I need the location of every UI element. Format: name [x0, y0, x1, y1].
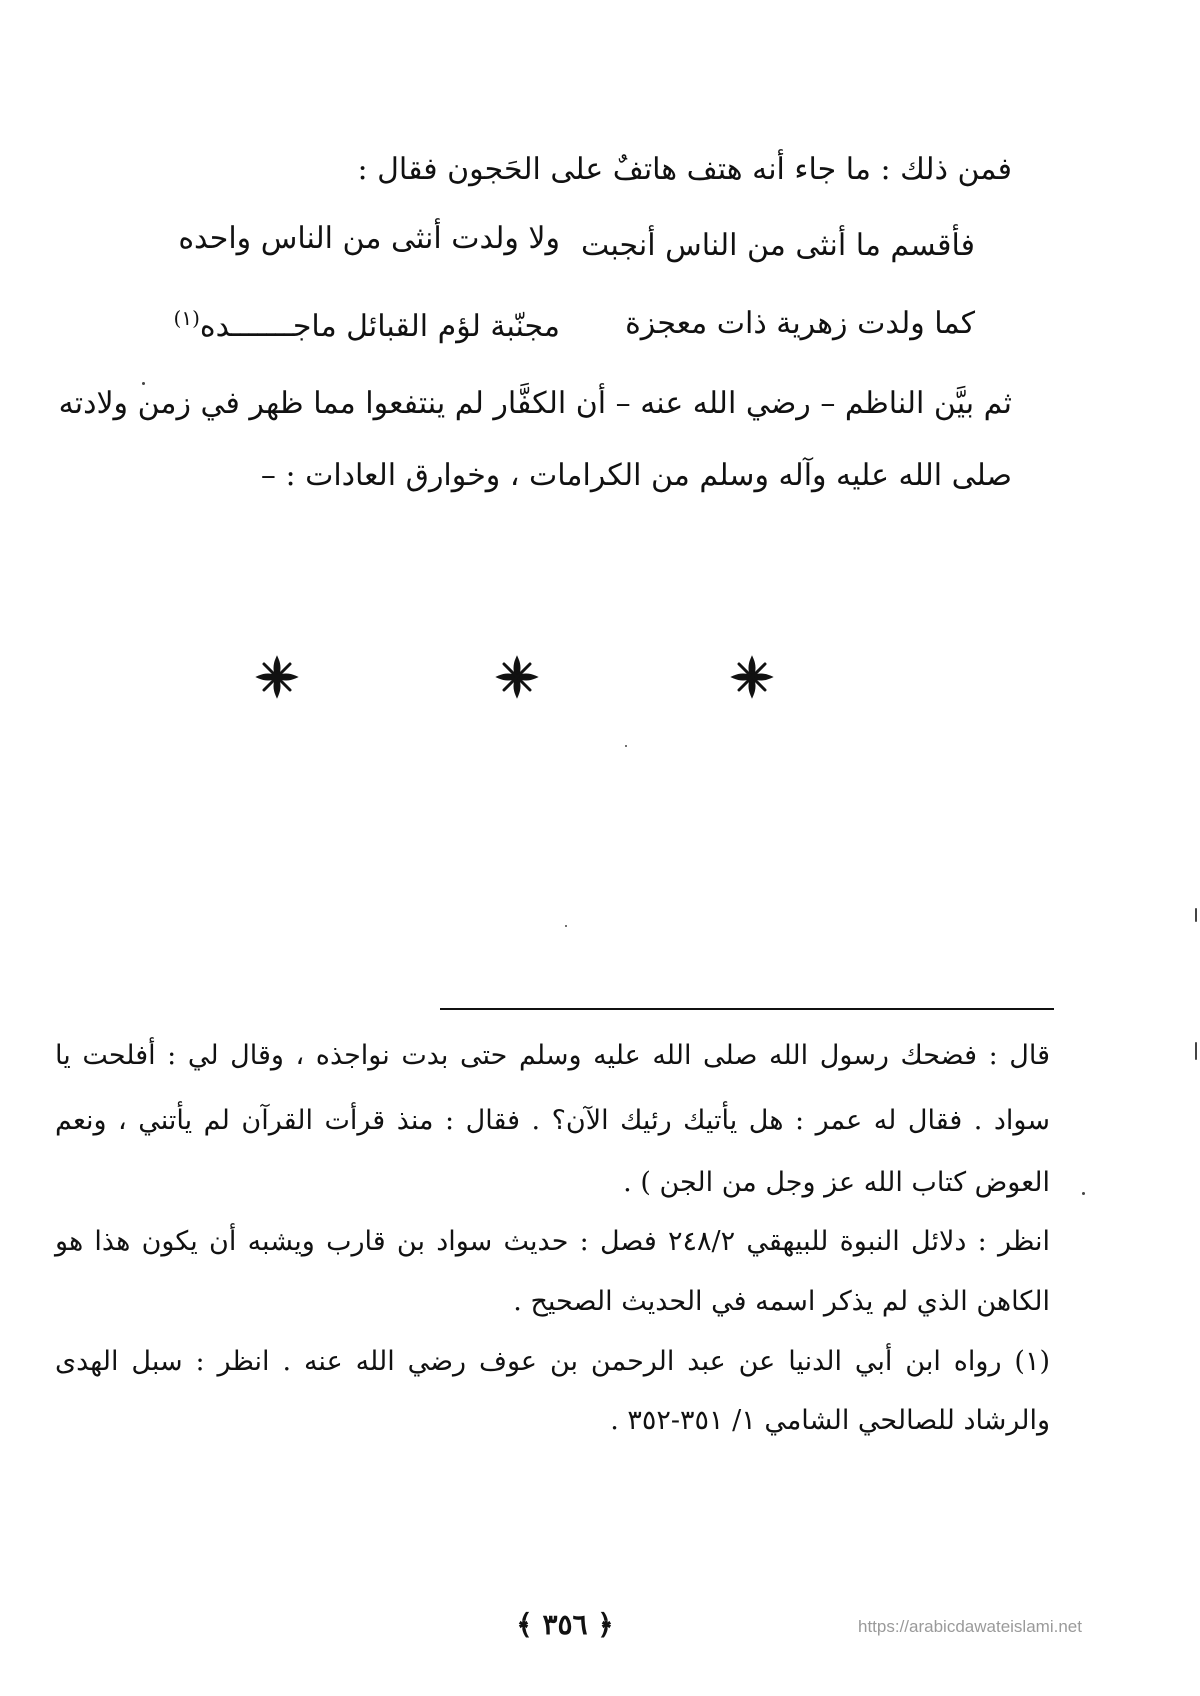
verse-1-first-half: فأقسم ما أنثى من الناس أنجبت	[581, 228, 975, 263]
page-number: ﴿ ٣٥٦ ﴾	[516, 1608, 614, 1641]
verse-2-first-half: كما ولدت زهرية ذات معجزة	[625, 306, 975, 341]
asterisk-icon	[730, 655, 774, 699]
scan-speck	[1082, 1192, 1085, 1195]
footnote-divider	[440, 1008, 1054, 1010]
footnote-line-6: (١) رواه ابن أبي الدنيا عن عبد الرحمن بن عوف رضي الله عنه . انظر : سبل الهدى	[55, 1346, 1050, 1377]
footnote-line-4: انظر : دلائل النبوة للبيهقي ٢٤٨/٢ فصل : حديث سواد بن قارب ويشبه أن يكون هذا هو	[55, 1226, 1051, 1257]
verse-2-second-half-text: مجنّبة لؤم القبائل ماجـــــــده	[199, 309, 560, 344]
intro-line: فمن ذلك : ما جاء أنه هتف هاتفٌ على الحَجون فقال :	[357, 152, 1012, 187]
scan-speck	[625, 745, 627, 747]
verse-1-second-half: ولا ولدت أنثى من الناس واحده	[178, 221, 560, 256]
source-watermark: https://arabicdawateislami.net	[858, 1617, 1082, 1636]
scan-speck	[142, 382, 145, 385]
verse-2-second-half	[174, 306, 560, 344]
footnote-line-5: الكاهن الذي لم يذكر اسمه في الحديث الصحيح .	[513, 1286, 1050, 1317]
footnote-line-3: العوض كتاب الله عز وجل من الجن ) .	[623, 1167, 1050, 1198]
paragraph-line-1: ثم بيَّن الناظم – رضي الله عنه – أن الكفَّار لم ينتفعوا مما ظهر في زمن ولادته	[58, 386, 1012, 421]
section-separator	[0, 655, 1200, 715]
footnote-line-2: سواد . فقال له عمر : هل يأتيك رئيك الآن؟ . فقال : منذ قرأت القرآن لم يأتني ، ونعم	[55, 1105, 1050, 1136]
scan-speck	[1195, 1042, 1197, 1060]
paragraph-line-2: صلى الله عليه وآله وسلم من الكرامات ، وخوارق العادات : –	[260, 458, 1012, 493]
asterisk-icon	[495, 655, 539, 699]
scan-speck	[565, 925, 567, 927]
scan-speck	[1195, 908, 1197, 922]
footnote-line-7: والرشاد للصالحي الشامي ١/ ٣٥١-٣٥٢ .	[610, 1405, 1050, 1436]
footnote-line-1: قال : فضحك رسول الله صلى الله عليه وسلم حتى بدت نواجذه ، وقال لي : أفلحت يا	[55, 1040, 1050, 1071]
asterisk-icon	[255, 655, 299, 699]
footnote-reference-1[interactable]: (١)	[173, 306, 200, 330]
